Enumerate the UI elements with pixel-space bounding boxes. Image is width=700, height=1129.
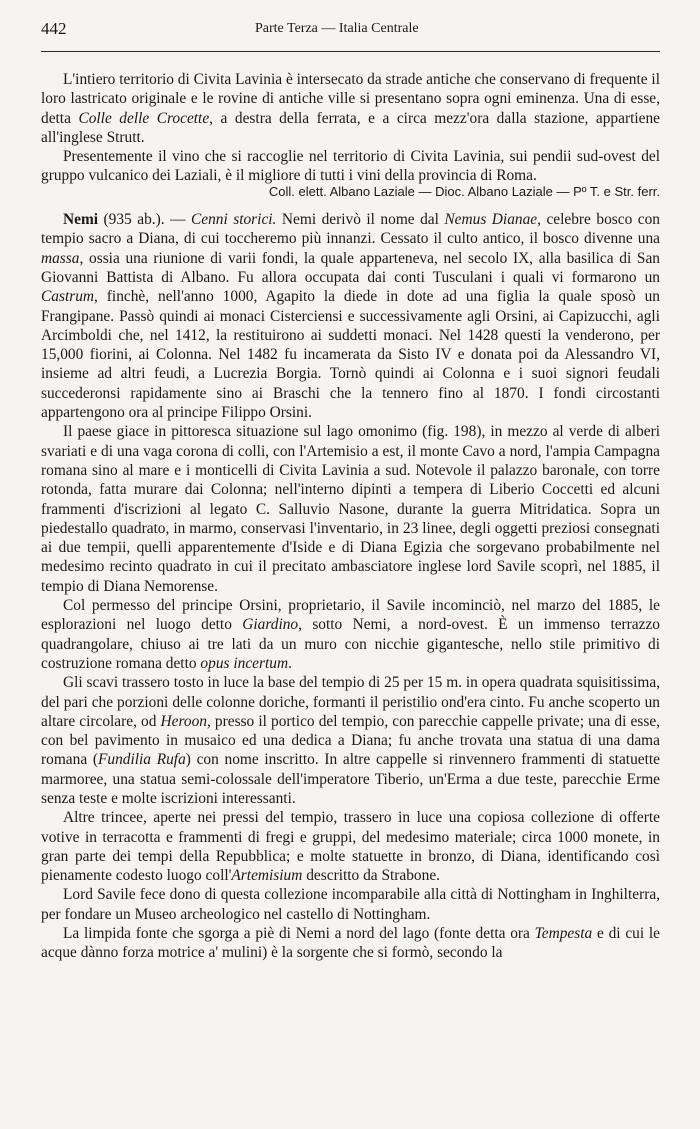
page-number: 442 xyxy=(41,19,67,38)
paragraph-nemi-situation: Il paese giace in pittoresca situazione sul lago omonimo (fig. 198), in mezzo al verde di alberi svariati e di una vaga corona di colli, con l'Artemisio a est, il monte Cavo a nord, l'ampia Campagna romana sino al mare e i monticelli di Civita Lavinia a sud. Notevole il palazzo baronale, con torre rotonda, fatta murare dai Colonna; nell'interno dipinti a tempera di Liberio Coccetti ed alcuni frammenti d'iscrizioni al legato C. Salluvio Nasone, durante la guerra Mitridatica. Sopra un piedestallo quadrato, in marmo, conservasi l'inventario, in 23 linee, degli oggetti preziosi consegnati ai due tempii, quelli apparentemente d'Iside e di Diana Egizia che sorgevano probabilmente nel medesimo recinto quadrato in cui il precitato ambasciatore inglese lord Savile scoprì, nel 1885, il tempio di Diana Nemorense. xyxy=(41,423,660,595)
header-rule xyxy=(41,51,660,52)
paragraph-nottingham-donation: Lord Savile fece dono di questa collezione incomparabile alla città di Nottingham in Inghilterra, per fondare un Museo archeologico nel castello di Nottingham. xyxy=(41,886,660,923)
paragraph-temple-finds: Gli scavi trassero tosto in luce la base del tempio di 25 per 15 m. in opera quadrata squisitissima, del pari che porzioni delle colonne doriche, formanti il peristilio ond'era cinto. Fu anche scoperto un altare circolare, od Heroon, presso il portico del tempio, con parecchie cappelle private; una di esse, con bel pavimento in musaico ed una dedica a Diana; fu anche trovata una statua di una dama romana (Fundilia Rufa) con nome inscritto. In altre cappelle si rinvennero frammenti di statuette marmoree, una statua semi-colossale dell'imperatore Tiberio, un'Erma a due teste, parecchie Erme senza teste e molte iscrizioni interessanti. xyxy=(41,674,660,807)
running-title: Parte Terza — Italia Centrale xyxy=(255,21,419,36)
place-name-nemi: Nemi xyxy=(63,211,99,229)
paragraph-nemi-history: Nemi (935 ab.). — Cenni storici. Nemi derivò il nome dal Nemus Dianae, celebre bosco con tempio sacro a Diana, di cui toccheremo più innanzi. Cessato il culto antico, il bosco divenne una massa, ossia una riunione di varii fondi, la quale apparteneva, nel secolo IX, alla basilica di San Giovanni Battista di Albano. Fu allora occupata dai conti Tusculani i quali vi formarono un Castrum, finchè, nell'anno 1000, Agapito la diede in dote ad una figlia la quale sposò un Frangipane. Passò quindi ai monaci Cisterciensi e successivamente agli Orsini, ai Capizucchi, agli Arcimboldi che, nel 1412, la restituirono ai suddetti monaci. Nel 1428 questi la venderono, per 15,000 fiorini, ai Colonna. Nel 1482 fu incamerata da Sisto IV e donata poi da Alessandro VI, insieme ad altri feudi, a Lucrezia Borgia. Tornò quindi ai Colonna e i suoi signori feudali succederonsi rapidamente sino ai Braschi che la tennero fino al 1870. I fondi circostanti appartengono ora al principe Filippo Orsini. xyxy=(41,211,660,422)
paragraph-savile-excavations: Col permesso del principe Orsini, proprietario, il Savile incominciò, nel marzo del 1885, le esplorazioni nel luogo detto Giardino, sotto Nemi, a nord-ovest. È un immenso terrazzo quadrangolare, chiuso ai tre lati da un muro con nicchie gigantesche, nello stile primitivo di costruzione romana detto opus incertum. xyxy=(41,597,660,672)
paragraph-civita-wine: Presentemente il vino che si raccoglie nel territorio di Civita Lavinia, sui pendii sud-ovest del gruppo vulcanico dei Laziali, è il migliore di tutti i vini della provincia di Roma. Coll. elett. Albano Laziale — Dioc. Albano Laziale — Pº T. e Str. ferr. xyxy=(41,147,660,201)
paragraph-fountain: La limpida fonte che sgorga a piè di Nemi a nord del lago (fonte detta ora Tempesta e di cui le acque dànno forza motrice a' mulini) è la sorgente che si formò, secondo la xyxy=(41,925,660,962)
main-text xyxy=(41,70,660,963)
paragraph-votive-offerings: Altre trincee, aperte nei pressi del tempio, trassero in luce una copiosa collezione di offerte votive in terracotta e frammenti di fregi e gruppi, del medesimo materiale; circa 1000 monete, in gran parte dei tempi della Repubblica; e molte statuette in bronzo, di Diana, identificando così pienamente codesto luogo coll'Artemisium descritto da Strabone. xyxy=(41,809,660,885)
admin-info-line: Coll. elett. Albano Laziale — Dioc. Albano Laziale — Pº T. e Str. ferr. xyxy=(268,183,660,199)
page-header xyxy=(41,18,660,40)
paragraph-civita-roads: L'intiero territorio di Civita Lavinia è intersecato da strade antiche che conservano di frequente il loro lastricato originale e le rovine di antiche ville si presentano sopra ogni eminenza. Una di esse, detta Colle delle Crocette, a destra della ferrata, e a circa mezz'ora dalla stazione, appartiene all'inglese Strutt. xyxy=(41,71,660,146)
